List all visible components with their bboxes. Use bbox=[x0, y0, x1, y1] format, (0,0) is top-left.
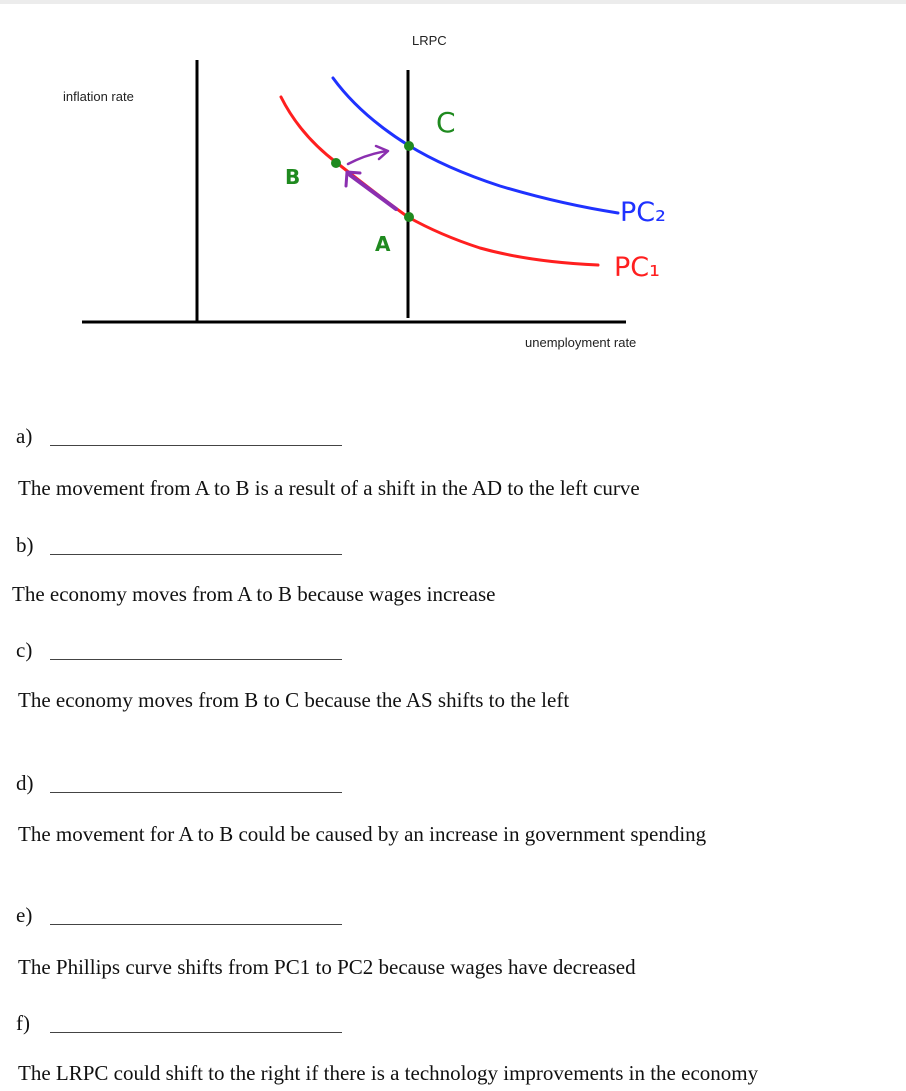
arrow-a-to-b bbox=[350, 175, 396, 209]
answer-blank bbox=[50, 554, 342, 555]
lrpc-label: LRPC bbox=[412, 33, 447, 48]
answer-text: The economy moves from B to C because the AS shifts to the left bbox=[18, 688, 570, 712]
question-letter: b) bbox=[16, 533, 34, 557]
question-letter: f) bbox=[16, 1011, 30, 1035]
point-a-dot bbox=[404, 212, 414, 222]
pc2-label: PC₂ bbox=[620, 197, 666, 228]
x-axis-label: unemployment rate bbox=[525, 335, 637, 350]
point-b-dot bbox=[331, 158, 341, 168]
answer-blank bbox=[50, 924, 342, 925]
point-c-dot bbox=[404, 141, 414, 151]
answer-text: The economy moves from A to B because wages increase bbox=[12, 582, 496, 606]
answer-text: The LRPC could shift to the right if there is a technology improvements in the economy bbox=[18, 1061, 759, 1085]
answer-blank bbox=[50, 792, 342, 793]
point-c-label: C bbox=[436, 106, 456, 139]
pc1-label: PC₁ bbox=[614, 252, 660, 283]
answer-text: The Phillips curve shifts from PC1 to PC2 because wages have decreased bbox=[18, 955, 636, 979]
question-letter: a) bbox=[16, 424, 33, 448]
y-axis-label: inflation rate bbox=[63, 89, 134, 104]
answer-text: The movement for A to B could be caused by an increase in government spending bbox=[18, 822, 707, 846]
question-letter: c) bbox=[16, 638, 33, 662]
phillips-curve-graph bbox=[0, 0, 906, 360]
answer-blank bbox=[50, 445, 342, 446]
question-letter: d) bbox=[16, 771, 34, 795]
point-a-label: A bbox=[375, 232, 391, 256]
point-b-label: B bbox=[285, 165, 301, 189]
answer-text: The movement from A to B is a result of a shift in the AD to the left curve bbox=[18, 476, 640, 500]
answer-blank bbox=[50, 1032, 342, 1033]
answer-blank bbox=[50, 659, 342, 660]
question-letter: e) bbox=[16, 903, 33, 927]
